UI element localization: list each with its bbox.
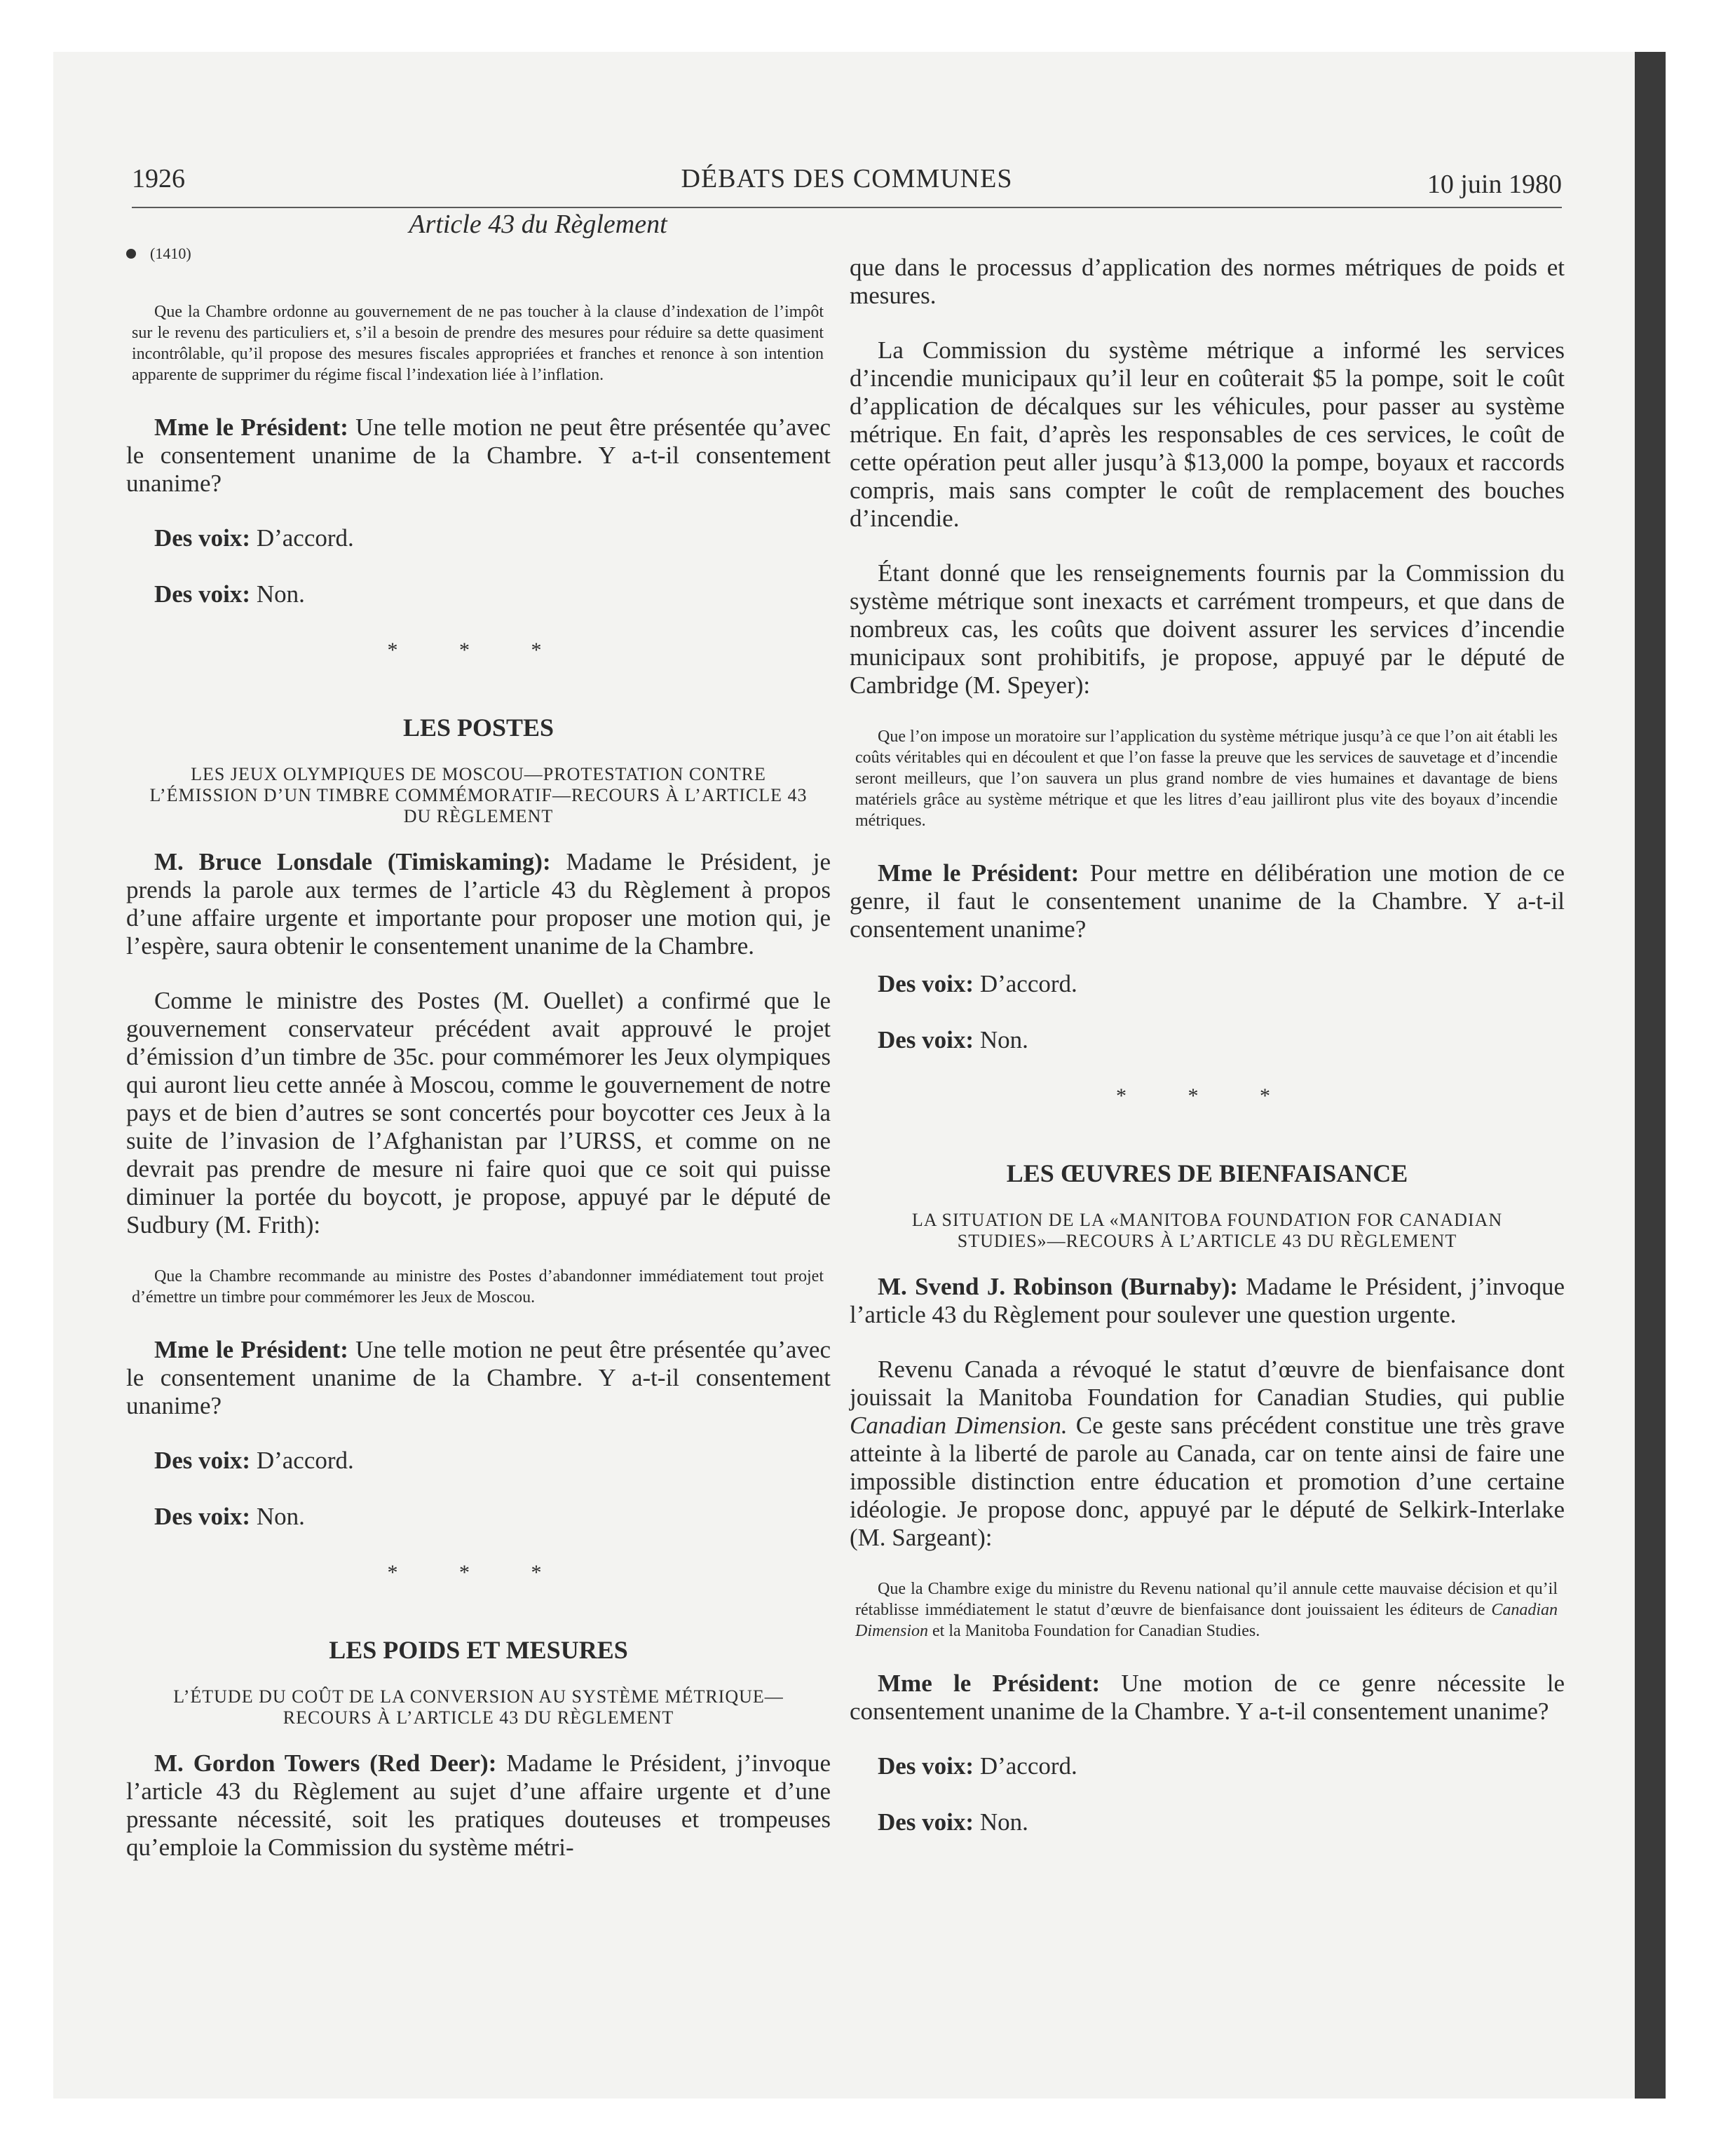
- motion-text: Que la Chambre ordonne au gouvernement de ne pas toucher à la clause d’indexation de l’impôt sur le revenu des particuliers et, s’il a besoin de prendre des mesures pour réduire sa dette quasiment incontrôlable, qu’il propose des mesures fiscales appropriées et franches et renonce à son intention apparente de supprimer du régime fiscal l’indexation liée à l’inflation.: [132, 303, 824, 384]
- speech-text: Madame le Président, je prends la parole aux termes de l’article 43 du Règlement à propos d’une affaire urgente et importante pour proposer une motion qui, je l’espère, saura obtenir le consentement unanime de la Chambre.: [126, 848, 831, 960]
- speaker-name: Des voix:: [154, 1447, 251, 1474]
- speaker-name: Des voix:: [878, 970, 974, 997]
- section-separator: * * *: [1116, 1084, 1298, 1107]
- speech-text: D’accord.: [250, 1447, 354, 1474]
- speech-text: Pour mettre en délibération une motion de ce genre, il faut le consentement unanime de la Chambre. Y a-t-il consentement unanime?: [850, 859, 1565, 943]
- speech-paragraph: Étant donné que les renseignements fournis par la Commission du système métrique sont inexacts et carrément trompeurs, et que dans de nombreux cas, les coûts que doivent assurer les services d’incendie municipaux sont prohibitifs, je propose, appuyé par le député de Cambridge (M. Speyer):: [850, 559, 1565, 699]
- speech-text: Non.: [250, 580, 305, 608]
- publication-title: Canadian Dimension.: [850, 1412, 1068, 1439]
- speech-paragraph: [850, 1670, 1565, 1726]
- section-subheading: LA SITUATION DE LA «MANITOBA FOUNDATION FOR CANADIAN STUDIES»—RECOURS À L’ARTICLE 43 DU RÈGLEMENT: [911, 1210, 1503, 1251]
- motion-text: Que la Chambre recommande au ministre des Postes d’abandonner immédiatement tout projet d’émettre un timbre pour commémorer les Jeux de Moscou.: [132, 1267, 824, 1306]
- speaker-name: M. Gordon Towers (Red Deer):: [154, 1749, 497, 1777]
- speaker-name: Des voix:: [878, 1752, 974, 1780]
- voice-response: [878, 1808, 1565, 1836]
- motion-text: Que l’on impose un moratoire sur l’application du système métrique jusqu’à ce que l’on ait établi les coûts véritables qui en découlent et que l’on fasse la preuve que les services de sauvetage et d’incendie seront meilleurs, que l’on sauvera un plus grand nombre de vies humaines et davantage de biens matériels grâce au système métrique et que les litres d’eau jailliront plus vite des boyaux d’incendie métriques.: [855, 728, 1558, 830]
- section-heading: LES POSTES: [402, 714, 554, 742]
- speech-text: D’accord.: [250, 524, 354, 552]
- speech-text: Revenu Canada a révoqué le statut d’œuvre de bienfaisance dont jouissait la Manitoba Foundation for Canadian Studies, qui publie: [850, 1356, 1565, 1411]
- time-mark: [126, 240, 831, 268]
- voice-response: [154, 1503, 831, 1531]
- speech-paragraph: [126, 848, 831, 960]
- section-heading: LES POIDS ET MESURES: [329, 1636, 628, 1664]
- section-subheading: L’ÉTUDE DU COÛT DE LA CONVERSION AU SYSTÈME MÉTRIQUE—RECOURS À L’ARTICLE 43 DU RÈGLEMENT: [173, 1686, 784, 1728]
- speaker-name: Des voix:: [154, 1503, 251, 1530]
- speech-text: D’accord.: [974, 1752, 1077, 1780]
- speaker-name: Mme le Président:: [154, 1336, 348, 1363]
- time-mark-label: (1410): [150, 245, 191, 262]
- section-separator: * * *: [387, 1561, 570, 1584]
- speaker-name: M. Bruce Lonsdale (Timiskaming):: [154, 848, 551, 875]
- speech-text: Une telle motion ne peut être présentée qu’avec le consentement unanime de la Chambre. Y a-t-il consentement unanime?: [126, 414, 831, 497]
- speaker-name: Mme le Président:: [878, 859, 1080, 887]
- bullet-dot-icon: [126, 249, 136, 259]
- speaker-name: Des voix:: [154, 524, 251, 552]
- speaker-name: Des voix:: [878, 1026, 974, 1053]
- rule-title: Article 43 du Règlement: [409, 210, 667, 239]
- voice-response: [154, 1447, 831, 1475]
- motion-text-part: et la Manitoba Foundation for Canadian Studies.: [928, 1622, 1260, 1640]
- speech-paragraph: [126, 414, 831, 498]
- right-column: [850, 254, 1565, 1864]
- speech-paragraph: que dans le processus d’application des normes métriques de poids et mesures.: [850, 254, 1565, 309]
- scan-edge-bar: [1635, 52, 1666, 2099]
- speech-paragraph: Comme le ministre des Postes (M. Ouellet) a confirmé que le gouvernement conservateur précédent avait approuvé le projet d’émission d’un timbre de 35c. pour commémorer les Jeux olympiques qui auront lieu cette année à Moscou, comme le gouvernement de notre pays et de bien d’autres se sont concertés pour boycotter ces Jeux à la suite de l’invasion de l’Afghanistan par l’URSS, et comme on ne devrait pas prendre de mesure ni faire quoi que ce soit qui puisse diminuer la portée du boycott, je propose, appuyé par le député de Sudbury (M. Frith):: [126, 987, 831, 1239]
- left-column: [126, 210, 831, 1888]
- speech-paragraph: [850, 1356, 1565, 1552]
- speaker-name: Mme le Président:: [154, 414, 348, 441]
- section-subheading: LES JEUX OLYMPIQUES DE MOSCOU—PROTESTATION CONTRE L’ÉMISSION D’UN TIMBRE COMMÉMORATIF—RECOURS À L’ARTICLE 43 DU RÈGLEMENT: [149, 764, 808, 826]
- speech-paragraph: [850, 1273, 1565, 1329]
- speech-text: Ce geste sans précédent constitue une très grave atteinte à la liberté de parole au Canada, car on tente ainsi de faire une impossible distinction entre éducation et promotion d’une certaine idéologie. Je propose donc, appuyé par le député de Selkirk-Interlake (M. Sargeant):: [850, 1412, 1565, 1551]
- speech-text: D’accord.: [974, 970, 1077, 997]
- speech-text: Une telle motion ne peut être présentée qu’avec le consentement unanime de la Chambre. Y a-t-il consentement unanime?: [126, 1336, 831, 1419]
- voice-response: [154, 580, 831, 608]
- speech-text: Non.: [250, 1503, 305, 1530]
- speech-paragraph: La Commission du système métrique a informé les services d’incendie municipaux qu’il leur en coûterait $5 la pompe, soit le coût d’application de décalques sur les véhicules, pour passer au système métrique. En fait, d’après les responsables de ces services, le coût de cette opération peut aller jusqu’à $13,000 la pompe, boyaux et raccords compris, mais sans compter le coût de remplacement des bouches d’incendie.: [850, 336, 1565, 532]
- section-separator: * * *: [387, 639, 570, 662]
- speaker-name: Des voix:: [878, 1808, 974, 1836]
- voice-response: [878, 1026, 1565, 1054]
- speech-paragraph: [126, 1749, 831, 1862]
- speaker-name: Des voix:: [154, 580, 251, 608]
- speech-text: Non.: [974, 1808, 1028, 1836]
- speech-text: Madame le Président, j’invoque l’article 43 du Règlement au sujet d’une affaire urgente et d’une pressante nécessité, soit les pratiques douteuses et trompeuses qu’emploie la Commission du système métri-: [126, 1749, 831, 1861]
- speech-text: Une motion de ce genre nécessite le consentement unanime de la Chambre. Y a-t-il consentement unanime?: [850, 1670, 1565, 1725]
- speech-paragraph: [850, 859, 1565, 943]
- motion-text-part: Que la Chambre exige du ministre du Revenu national qu’il annule cette mauvaise décision et qu’il rétablisse immédiatement le statut d’œuvre de bienfaisance dont jouissaient les éditeurs de: [855, 1580, 1558, 1619]
- voice-response: [154, 524, 831, 552]
- page-header: [132, 158, 1562, 208]
- speaker-name: M. Svend J. Robinson (Burnaby):: [878, 1273, 1238, 1300]
- motion-text: [850, 1578, 1565, 1642]
- speaker-name: Mme le Président:: [878, 1670, 1101, 1697]
- issue-date: 10 juin 1980: [1427, 170, 1562, 199]
- voice-response: [878, 1752, 1565, 1780]
- publication-title: Canadian Dimension: [855, 1601, 1558, 1640]
- journal-title: DÉBATS DES COMMUNES: [681, 164, 1013, 193]
- speech-paragraph: [126, 1336, 831, 1420]
- section-heading: LES ŒUVRES DE BIENFAISANCE: [1006, 1159, 1408, 1187]
- speech-text: Non.: [974, 1026, 1028, 1053]
- page-number: 1926: [132, 164, 185, 193]
- voice-response: [878, 970, 1565, 998]
- speech-text: Madame le Président, j’invoque l’article 43 du Règlement pour soulever une question urgente.: [850, 1273, 1565, 1328]
